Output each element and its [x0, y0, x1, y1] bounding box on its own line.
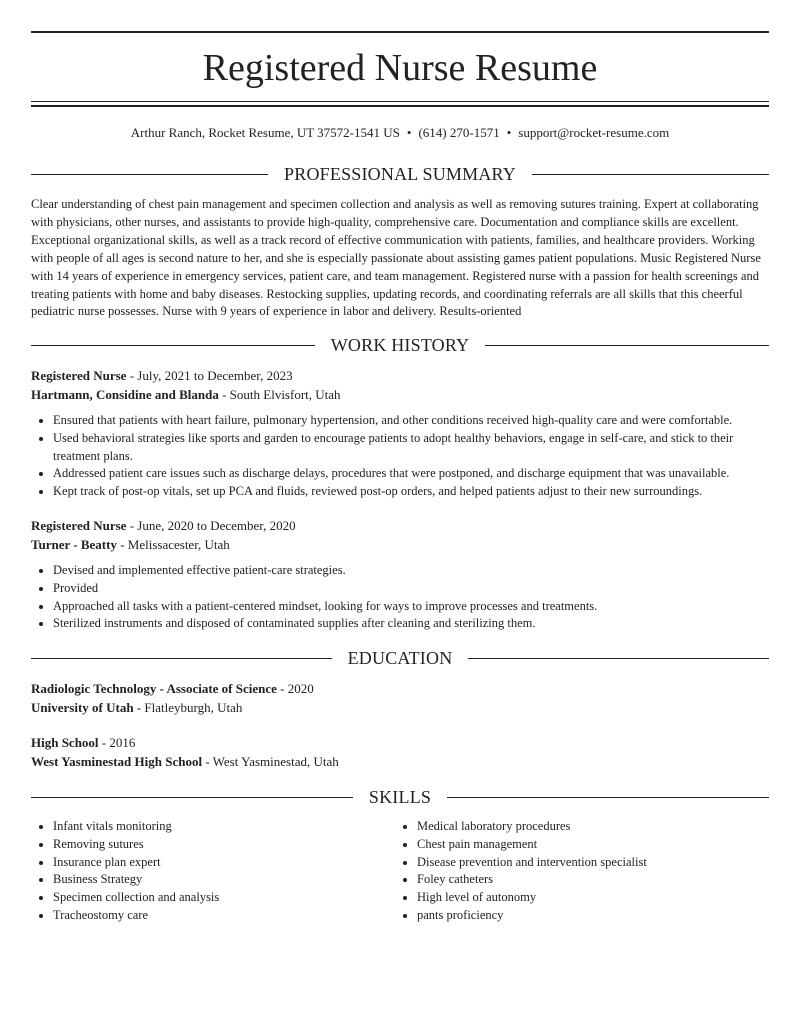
school-name: University of Utah: [31, 699, 134, 715]
job-header: [31, 517, 769, 554]
contact-separator: •: [406, 125, 412, 140]
contact-email[interactable]: support@rocket-resume.com: [518, 125, 670, 140]
heading-rule: [31, 658, 332, 659]
title-rule-upper: [31, 101, 769, 102]
school-location: - West Yasminestad, Utah: [202, 753, 339, 769]
contact-separator: •: [506, 125, 512, 140]
contact-phone: (614) 270-1571: [418, 125, 500, 140]
contact-line: [31, 124, 769, 142]
job-title: Registered Nurse: [31, 368, 127, 383]
job-employer: Hartmann, Considine and Blanda: [31, 386, 219, 402]
section-title: SKILLS: [368, 786, 432, 807]
skill-item: • High level of autonomy: [417, 889, 757, 907]
list-item: • Devised and implemented effective patient-care strategies.: [53, 562, 753, 580]
degree: High School: [31, 735, 99, 750]
skills-list-right: [395, 818, 757, 925]
skill-item: • Tracheostomy care: [53, 907, 393, 925]
section-heading-summary: [31, 162, 769, 186]
heading-rule: [31, 345, 315, 346]
list-item: • Approached all tasks with a patient-centered mindset, looking for ways to improve processes and treatments.: [53, 598, 753, 616]
list-item: • Kept track of post-op vitals, set up PCA and fluids, reviewed post-op orders, and helped patients adjust to their new surroundings.: [53, 483, 765, 501]
page-title: Registered Nurse Resume: [202, 47, 598, 89]
skill-item: • Medical laboratory procedures: [417, 818, 757, 836]
education-entry: [31, 734, 769, 771]
top-rule: [31, 31, 769, 33]
skill-item: • Disease prevention and intervention specialist: [417, 854, 757, 872]
summary-text: Clear understanding of chest pain management and specimen collection and analysis as well as removing sutures training. Expert at collaborating with physicians, other nurses, and assistants to provide high-quality, comprehensive care. Documentation and compliance skills are excellent. Exceptional organizational skills, as well as a track record of effective communication with patients, families, and healthcare providers. Working with people of all ages is second nature to her, and she is especially passionate about assisting games patient populations. Music Registered Nurse with 14 years of experience in emergency services, patient care, and team management. Registered nurse with a passion for health screenings and treating patients with home and baby diseases. Restocking supplies, updating records, and coordinating referrals are all skills that this cheerful pediatric nurse possesses. Nurse with 9 years of experience in labor and delivery. Results-oriented: [31, 197, 761, 319]
skill-item: • Chest pain management: [417, 836, 757, 854]
skill-item: • Foley catheters: [417, 871, 757, 889]
job-employer: Turner - Beatty: [31, 536, 117, 552]
job-title: Registered Nurse: [31, 518, 127, 533]
school-name: West Yasminestad High School: [31, 753, 203, 769]
education-year: - 2016: [98, 735, 136, 750]
heading-rule: [468, 658, 769, 659]
section-title: EDUCATION: [347, 647, 453, 668]
skill-item: • Business Strategy: [53, 871, 393, 889]
skill-item: • Insurance plan expert: [53, 854, 393, 872]
heading-rule: [31, 174, 268, 175]
job-location: - South Elvisfort, Utah: [218, 386, 341, 402]
job-header: [31, 367, 769, 404]
list-item: • Ensured that patients with heart failure, pulmonary hypertension, and other conditions received high-quality care and were comfortable.: [53, 412, 765, 430]
school-location: - Flatleyburgh, Utah: [133, 699, 243, 715]
section-heading-education: [31, 646, 769, 670]
list-item: • Sterilized instruments and disposed of contaminated supplies after cleaning and sterilizing them.: [53, 615, 753, 633]
education-year: - 2020: [276, 681, 314, 696]
heading-rule: [532, 174, 769, 175]
list-item: • Used behavioral strategies like sports and garden to encourage patients to adopt healthy behaviors, engage in self-care, and stick to their treatment plans.: [53, 430, 765, 466]
title-rule-lower: [31, 105, 769, 107]
section-heading-work: [31, 333, 769, 357]
job-location: - Melissacester, Utah: [116, 536, 230, 552]
job-dates: - July, 2021 to December, 2023: [126, 368, 293, 383]
job-dates: - June, 2020 to December, 2020: [126, 518, 296, 533]
job-bullets: [31, 412, 765, 501]
skill-item: • Infant vitals monitoring: [53, 818, 393, 836]
skill-item: • Removing sutures: [53, 836, 393, 854]
section-title: WORK HISTORY: [330, 334, 470, 355]
education-entry: [31, 680, 769, 717]
section-heading-skills: [31, 785, 769, 809]
contact-address: Arthur Ranch, Rocket Resume, UT 37572-1541 US: [130, 125, 400, 140]
heading-rule: [447, 797, 769, 798]
list-item: • Provided: [53, 580, 753, 598]
skill-item: • Specimen collection and analysis: [53, 889, 393, 907]
skills-list-left: [31, 818, 393, 925]
section-title: PROFESSIONAL SUMMARY: [284, 163, 516, 184]
degree: Radiologic Technology - Associate of Science: [31, 681, 277, 696]
heading-rule: [485, 345, 769, 346]
job-bullets: [31, 562, 753, 633]
list-item: • Addressed patient care issues such as discharge delays, procedures that were postponed, and discharge equipment that was unavailable.: [53, 465, 765, 483]
skill-item: • pants proficiency: [417, 907, 757, 925]
heading-rule: [31, 797, 353, 798]
